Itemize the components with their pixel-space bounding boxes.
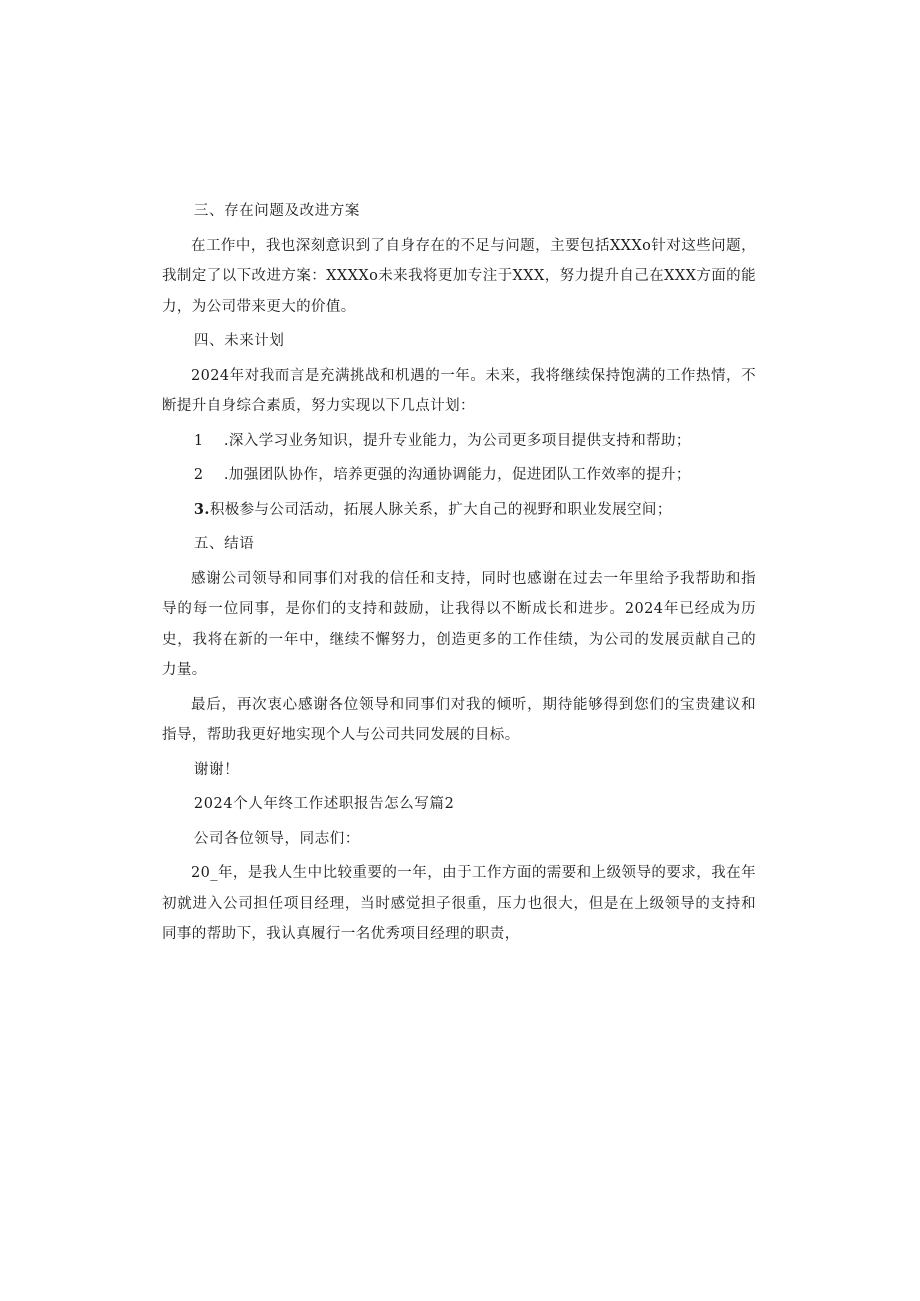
report-title-part-2: 2024个人年终工作述职报告怎么写篇2 — [193, 796, 455, 812]
plan-list-text: .深入学习业务知识，提升专业能力，为公司更多项目提供支持和帮助； — [223, 432, 691, 449]
plan-list-text: .加强团队协作，培养更强的沟通协调能力，促进团队工作效率的提升； — [223, 467, 691, 483]
section-heading-conclusion: 五、结语 — [193, 536, 255, 552]
section-heading-problems: 三、存在问题及改进方案 — [193, 203, 360, 219]
plan-list-number: 1 — [193, 432, 204, 449]
paragraph-closing: 最后，再次衷心感谢各位领导和同事们对我的倾听，期待能够得到您们的宝贵建议和指导，帮助我更好地实现个人与公司共同发展的目标。 — [162, 696, 756, 743]
plan-list-text: 积极参与公司活动，拓展人脉关系，扩大自己的视野和职业发展空间； — [209, 501, 672, 518]
salutation: 公司各位领导，同志们： — [193, 830, 360, 847]
paragraph-improvement: 在工作中，我也深刻意识到了自身存在的不足与问题，主要包括XXXo针对这些问题，我制定了以下改进方案：XXXXo未来我将更加专注于XXX，努力提升自己在XXX方面的能力，为公司带来更大的价值。 — [162, 237, 756, 315]
paragraph-future-intro: 2024年对我而言是充满挑战和机遇的一年。未来，我将继续保持饱满的工作热情，不断提升自身综合素质，努力实现以下几点计划： — [162, 367, 756, 414]
plan-list-item-3 — [162, 495, 756, 526]
paragraph-thanks: 感谢公司领导和同事们对我的信任和支持，同时也感谢在过去一年里给予我帮助和指导的每一位同事，是你们的支持和鼓励，让我得以不断成长和进步。2024年已经成为历史，我将在新的一年中，继续不懈努力，创造更多的工作佳绩，为公司的发展贡献自己的力量。 — [162, 570, 756, 678]
plan-list-number: 2 — [193, 467, 204, 483]
plan-list-number: 3. — [193, 500, 210, 518]
thank-you-line: 谢谢！ — [193, 761, 240, 778]
plan-list-item-2 — [162, 460, 756, 491]
document-page — [162, 196, 756, 954]
section-heading-future-plan: 四、未来计划 — [193, 333, 285, 349]
paragraph-report-intro: 20_年，是我人生中比较重要的一年，由于工作方面的需要和上级领导的要求，我在年初就进入公司担任项目经理，当时感觉担子很重，压力也很大，但是在上级领导的支持和同事的帮助下，我认真履行一名优秀项目经理的职责， — [162, 865, 756, 942]
plan-list-item-1 — [162, 426, 756, 457]
